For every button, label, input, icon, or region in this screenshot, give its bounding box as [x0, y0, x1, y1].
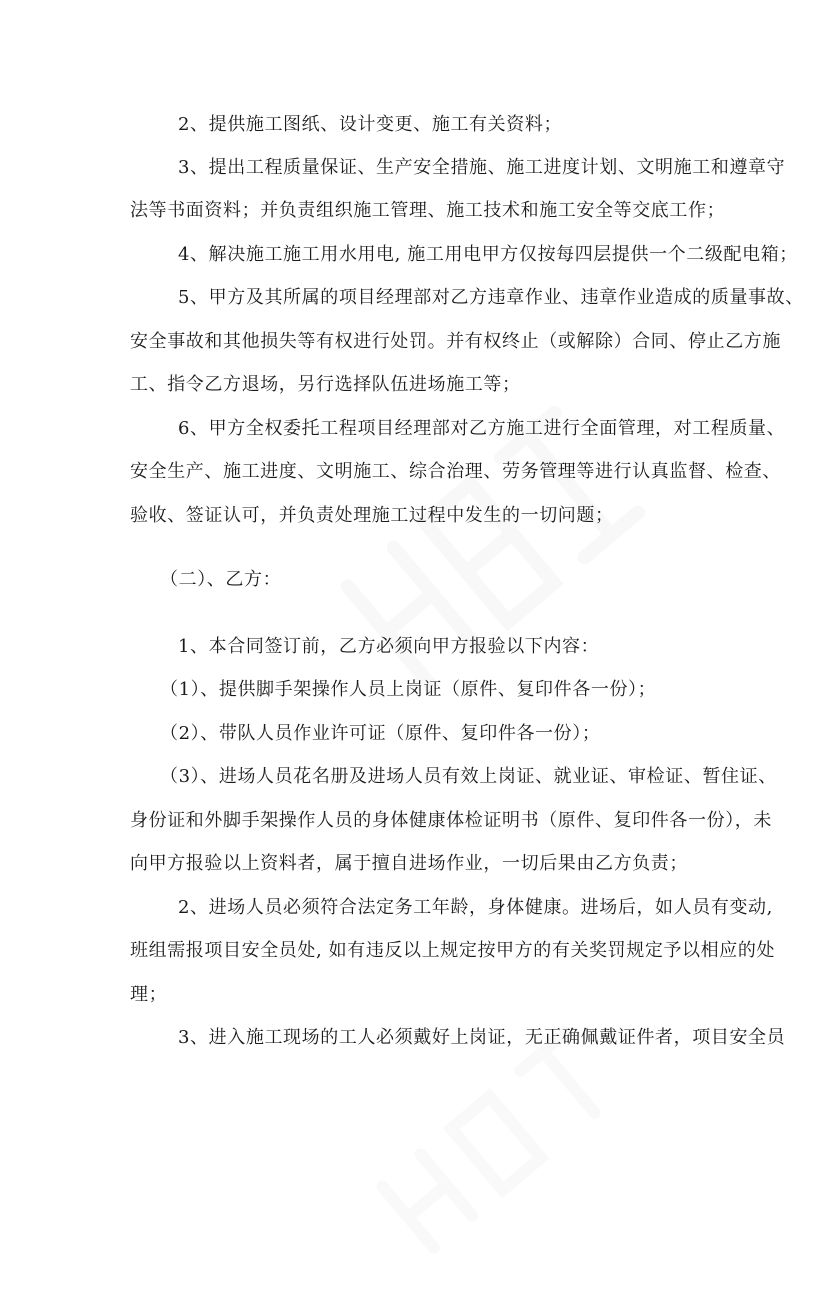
text-line: 理； [130, 984, 168, 1005]
text-line: 5、甲方及其所属的项目经理部对乙方违章作业、违章作业造成的质量事故、 [178, 287, 804, 308]
text-line: 验收、签证认可，并负责处理施工过程中发生的一切问题； [130, 505, 614, 526]
text-line: （3）、进场人员花名册及进场人员有效上岗证、就业证、审检证、暂住证、 [160, 766, 777, 787]
text-line: 4、解决施工施工用水用电, 施工用电甲方仅按每四层提供一个二级配电箱； [178, 244, 798, 265]
text-line: 安全生产、施工进度、文明施工、综合治理、劳务管理等进行认真监督、检查、 [130, 461, 781, 482]
text-line: 3、进入施工现场的工人必须戴好上岗证，无正确佩戴证件者，项目安全员 [178, 1027, 786, 1048]
text-line: 安全事故和其他损失等有权进行处罚。并有权终止（或解除）合同、停止乙方施 [130, 331, 781, 352]
text-line: 向甲方报验以上资料者，属于擅自进场作业，一切后果由乙方负责； [130, 853, 688, 874]
text-line: 班组需报项目安全员处, 如有违反以上规定按甲方的有关奖罚规定予以相应的处 [130, 940, 776, 961]
text-line: 2、提供施工图纸、设计变更、施工有关资料； [178, 114, 563, 135]
text-line: 3、提出工程质量保证、生产安全措施、施工进度计划、文明施工和遵章守 [178, 157, 786, 178]
text-line: 6、甲方全权委托工程项目经理部对乙方施工进行全面管理，对工程质量、 [178, 418, 786, 439]
text-line: 法等书面资料；并负责组织施工管理、施工技术和施工安全等交底工作； [130, 200, 726, 221]
text-line: 工、指令乙方退场，另行选择队伍进场施工等； [130, 374, 521, 395]
text-line: 1、本合同签订前，乙方必须向甲方报验以下内容： [178, 636, 600, 657]
text-line: 身份证和外脚手架操作人员的身体健康体检证明书（原件、复印件各一份），未 [130, 810, 772, 831]
text-line: （2）、带队人员作业许可证（原件、复印件各一份）； [160, 723, 601, 744]
text-line: 2、进场人员必须符合法定务工年龄，身体健康。进场后，如人员有变动, [178, 897, 773, 918]
text-line: （1）、提供脚手架操作人员上岗证（原件、复印件各一份）； [160, 679, 657, 700]
section-heading: （二）、乙方： [160, 569, 282, 590]
